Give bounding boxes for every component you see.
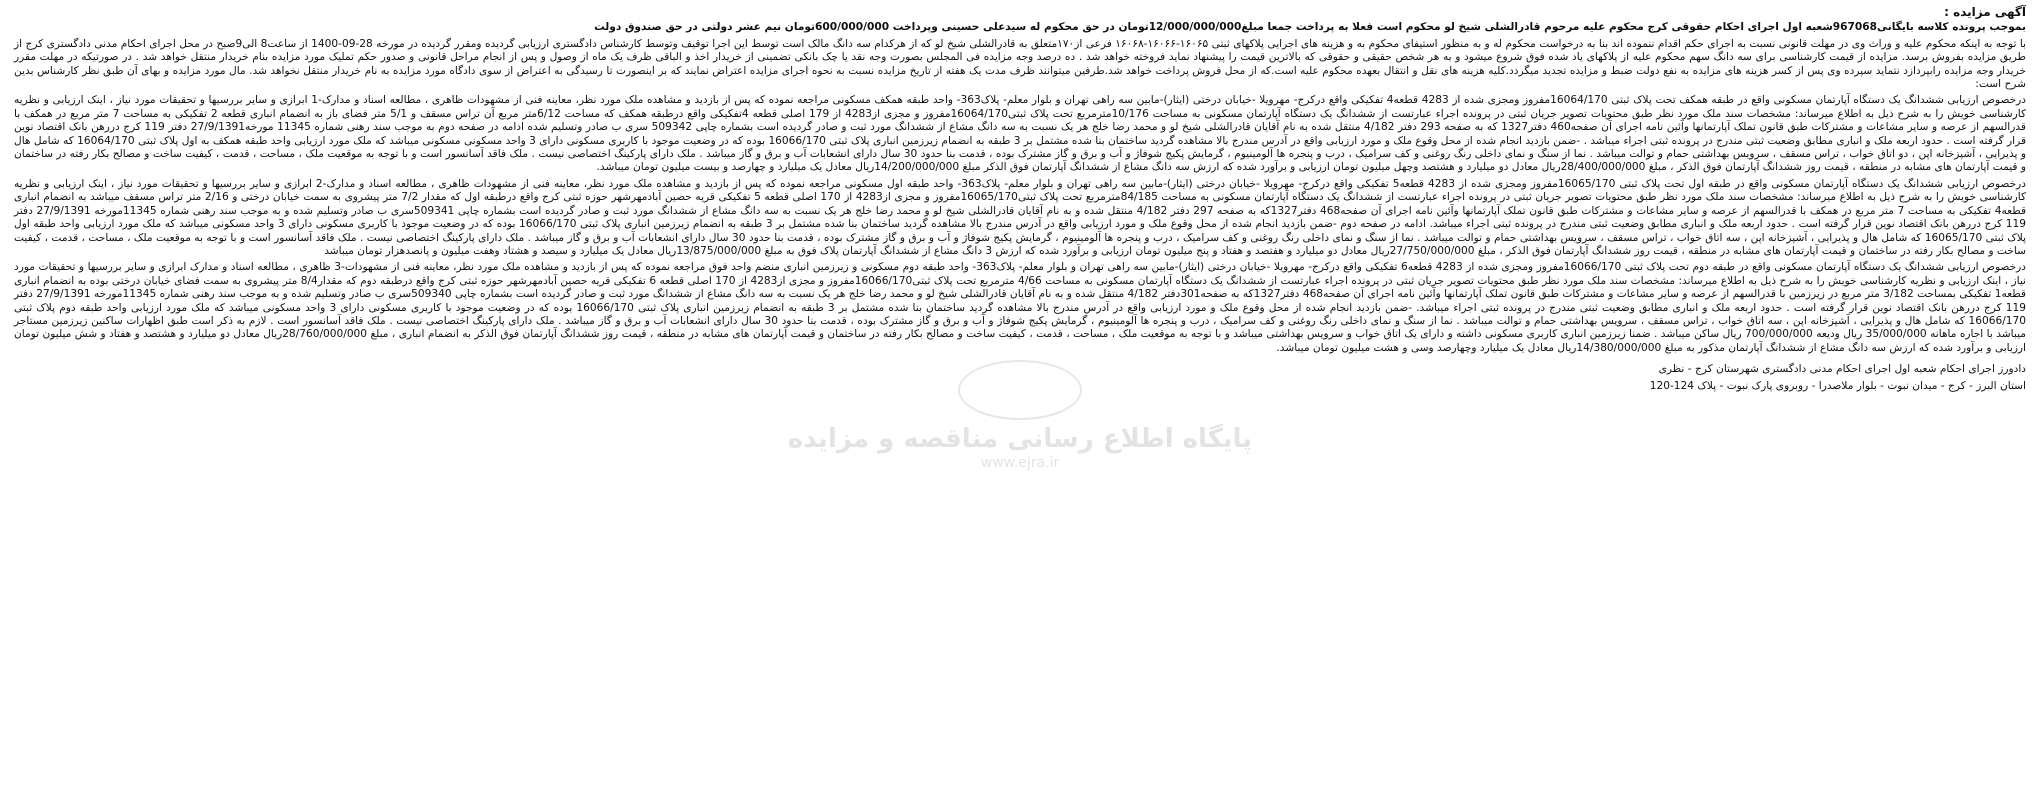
signature-line: دادورز اجرای احکام شعبه اول اجرای احکام مدنی دادگستری شهرستان کرج - نظری <box>1658 363 2026 376</box>
watermark-title: پایگاه اطلاع رسانی مناقصه و مزایده <box>787 424 1253 455</box>
notice-content <box>14 6 2026 393</box>
property-item-2: درخصوص ارزیابی ششدانگ یک دستگاه آپارتمان مسکونی واقع در طبقه اول تحت پلاک ثبتی 16065/170مفروز ومجزی شده از 4283 قطعه5 تفکیکی واقع درکرج- مهرویلا -خیابان درختی (ایثار)-مابین سه راهی تهران و بلوار معلم- پلاک363- واحد طبقه اول مسکونی مراجعه نموده که پس از بازدید و مشاهده ملک مورد نظر، معاینه فنی از مشهودات ظاهری ، مطالعه اسناد و مدارک-2 ابرازی و سایر بررسیها و تحقیقات مورد نیاز ، اینک ارزیابی و نظریه کارشناسی خویش را به شرح ذیل به اطلاع میرساند: مشخصات سند ملک مورد نظر طبق محتویات تصویر جریان ثبتی در پرونده اجراء عبارتست از ششدانگ یک دستگاه آپارتمان مسکونی به مساحت 84/185مترمربع تحت پلاک ثبتی16065/170مفروز و مجزی از4283 از 170 اصلی قطعه 5 تفکیکی قریه حصین آبادمهرشهر حوزه ثبتی کرج واقع درطبقه اول که مقدار 7/2 متر پیشروی به سمت خیابان درختی و 2/16 متر تراس مسقف میباشد به انضمام انباری قطعه4 تفکیکی به مساحت 7 متر مربع در همکف با قدرالسهم از عرصه و سایر مشاعات و مشترکات طبق قانون تملک آپارتمانها وآئین نامه اجرای آن صفحه468 دفتر1327که به صفحه 297 دفتر 4/182 منتقل شده و به نام آقایان قادرالشلی شیخ لو و محمد رضا خلج هر یک نسبت به سه دانگ مشاع از ششدانگ مورد ثبت و صادر گردیده است بشماره چاپی 509341سری ب صادر وتسلیم شده و به موجب سند رهنی شماره 11345مورخه 27/9/1391 دفتر 119 کرج دررهن بانک اقتصاد نوین قرار گرفته است . حدود اربعه ملک و انباری مطابق وضعیت ثبتی مندرج در پرونده ثبتی اجراء میباشد. ادامه در صفحه دوم -ضمن بازدید انجام شده از محل وقوع ملک و مورد ارزیابی واقع در آدرس مندرج بالا مشاهده گردید ساختمان بنا شده مشتمل بر 3 طبقه به انضمام زیرزمین انباری پلاک ثبتی 16066/170 بوده که در وضعیت موجود با کاربری مسکونی دارای 3 واحد مسکونی میباشد که ملک مورد ارزیابی واحد طبقه اول پلاک ثبتی 16065/170 که شامل هال و پذیرایی ، آشپزخانه اپن ، سه اتاق خواب ، تراس مسقف ، سرویس بهداشتی حمام و توالت میباشد . نما از سنگ و نمای داخلی رنگ روغنی و کف سرامیک ، درب و پنجره ها آلومینیوم ، گرمایش پکیج شوفاژ و آب و برق و گاز مشترک بوده ، قدمت بنا حدود 30 سال دارای انشعابات آب و برق و گاز میباشد . ملک دارای پارکینگ اختصاصی نیست . ملک فاقد آسانسور است و با توجه به موقعیت ملک ، مساحت ، قدمت ، کیفیت ساخت و مصالح بکار رفته در ساختمان و قیمت آپارتمان های مشابه در منطقه ، قیمت روز ششدانگ آپارتمان فوق الذکر ، مبلغ 27/750/000/000ریال معادل دو میلیارد و هفتصد و هفتاد و پنج میلیون تومان ارزیابی و برآورد شده که ارزش 3 دانگ مشاع از ششدانگ آپارتمان پلاک فوق به مبلغ 13/875/000/000ریال معادل یک میلیارد و سیصد و هشتاد وهفت میلیون و پانصدهزار تومان میباشد <box>14 177 2027 257</box>
property-item-1: درخصوص ارزیابی ششدانگ یک دستگاه آپارتمان مسکونی واقع در طبقه همکف تحت پلاک ثبتی 16064/170مفروز ومجزی شده از 4283 قطعه4 تفکیکی واقع درکرج- مهرویلا -خیابان درختی (ایثار)-مابین سه راهی تهران و بلوار معلم- پلاک363- واحد طبقه همکف مسکونی مراجعه نموده که پس از بازدید و مشاهده ملک مورد نظر، معاینه فنی از مشهودات ظاهری ، مطالعه اسناد و مدارک-1 ابرازی و سایر بررسیها و تحقیقات مورد نیاز ، اینک ارزیابی و نظریه کارشناسی خویش را به شرح ذیل به اطلاع میرساند: مشخصات سند ملک مورد نظر طبق محتویات تصویر جریان ثبتی در پرونده اجراء عبارتست از ششدانگ یک دستگاه آپارتمان مسکونی به مساحت 10/176مترمربع تحت پلاک ثبتی16064/170مفروز و مجزی از4283 از 179 اصلی قطعه 4تفکیکی واقع درطبقه همکف که مساحت 6/12متر مربع آن تراس مسقف و 5/1 متر فضای باز به انضمام انباری قطعه 2 تفکیکی به مساحت 7 متر مربع در همکف با قدرالسهم از عرصه و سایر مشاعات و مشترکات طبق قانون تملک آپارتمانها وآئین نامه اجرای آن صفحه460 دفتر1327 که به صفحه 293 دفتر 4/182 منتقل شده به نام آقایان قادرالشلی شیخ لو و محمد رضا خلج هر یک نسبت به سه دانگ مشاع از ششدانگ مورد ثبت و صادر گردیده است بشماره چاپی 509342 سری ب صادر وتسلیم شده ادامه در صفحه دوم به موجب سند رهنی شماره 11345 مورخه27/9/1391 دفتر 119 کرج دررهن بانک اقتصاد نوین قرار گرفته است . حدود اربعه ملک و انباری مطابق وضعیت ثبتی مندرج در پرونده ثبتی اجراء میباشد . -ضمن بازدید انجام شده از محل وقوع ملک و مورد ارزیابی واقع در آدرس مندرج بالا مشاهده گردید ساختمان بنا شده مشتمل بر 3 طبقه به انضمام زیرزمین انباری پلاک ثبتی 16066/170 بوده که در وضعیت موجود با کاربری مسکونی دارای 3 واحد مسکونی مسکونی میباشد که ملک مورد ارزیابی واحد طبقه همکف به اول پلاک ثبتی 16064/170 که شامل هال و پذیرایی ، آشپزخانه اپن ، دو اتاق خواب ، تراس مسقف ، سرویس بهداشتی حمام و توالت میباشد . نما از سنگ و نمای داخلی رنگ روغنی و کف سرامیک ، درب و پنجره ها آلومینیوم ، گرمایش پکیج شوفاژ و آب و برق و گاز مشترک بوده ، قدمت بنا حدود 30 سال دارای انشعابات آب و برق و گاز میباشد . ملک دارای پارکینگ اختصاصی نیست . ملک فاقد آسانسور است و با توجه به موقعیت ملک ، مساحت ، قدمت ، کیفیت ساخت و مصالح بکار رفته در ساختمان و قیمت آپارتمان های مشابه در منطقه ، قیمت روز ششدانگ آپارتمان فوق الذکر ، مبلغ 28/400/000/000ریال معادل دو میلیارد و هشتصد وچهل میلیون تومان ارزیابی و برآورد شده که ارزش سه دانگ مشاع از ششدانگ آپارتمان فوق الذکر مبلغ 14/200/000/000ریال معادل یک میلیارد و چهارصد و بیست میلیون تومان میباشد. <box>14 94 2027 174</box>
notice-title: آگهی مزایده : <box>1944 5 2026 19</box>
property-item-3: درخصوص ارزیابی ششدانگ یک دستگاه آپارتمان مسکونی واقع در طبقه دوم تحت پلاک ثبتی 16066/170مفروز ومجزی شده از 4283 قطعه6 تفکیکی واقع درکرج- مهرویلا -خیابان درختی (ایثار)-مابین سه راهی تهران و بلوار معلم- پلاک363- واحد طبقه دوم مسکونی و زیرزمین انباری منضم واحد فوق مراجعه نموده که پس از بازدید و مشاهده ملک مورد نظر، معاینه فنی از مشهودات-3 ظاهری ، مطالعه اسناد و مدارک ابرازی و سایر بررسیها و تحقیقات مورد نیاز ، اینک ارزیابی و نظریه کارشناسی خویش را به شرح ذیل به اطلاع میرساند: مشخصات سند ملک مورد نظر طبق محتویات تصویر جریان ثبتی در پرونده اجراء عبارتست از ششدانگ یک دستگاه آپارتمان مسکونی به مساحت 4/66 مترمربع تحت پلاک ثبتی16066/170مفروز و مجزی از4283 از 170 اصلی قطعه 6 تفکیکی قریه حصین آبادمهرشهر حوزه ثبتی کرج واقع درطبقه دوم که مقدار8/4 متر پیشروی به سمت فضای خیابان درختی بوده به انضمام انباری قطعه1 تفکیکی بمساحت 3/182 متر مربع در زیرزمین با قدرالسهم از عرصه و سایر مشاعات و مشترکات طبق قانون تملک آپارتمانها وآئین نامه اجرای آن صفحه468 دفتر1327که به صفحه301دفتر 4/182 منتقل شده و به نام آقایان قادرالشلی شیخ لو و محمد رضا خلج هر یک نسبت به سه دانگ مشاع از ششدانگ مورد ثبت و صادر گردیده است بشماره چاپی 509340سری ب صادر وتسلیم شده و به موجب سند رهنی شماره 11345مورخه 27/9/1391 دفتر 119 کرج دررهن بانک اقتصاد نوین قرار گرفته است . حدود اربعه ملک و انباری مطابق وضعیت ثبتی مندرج در پرونده ثبتی اجراء میباشد. -ضمن بازدید انجام شده از محل وقوع ملک و مورد ارزیابی واقع در آدرس مندرج بالا مشاهده گردید ساختمان بنا شده مشتمل بر 3 طبقه به انضمام زیرزمین انباری پلاک ثبتی 16066/170 بوده که در وضعیت موجود با کاربری مسکونی دارای 3 واحد مسکونی میباشد که ملک مورد ارزیابی واحد طبقه دوم پلاک ثبتی 16066/170 که شامل هال و پذیرایی ، آشپزخانه اپن ، سه اتاق خواب ، تراس مسقف ، سرویس بهداشتی حمام و توالت میباشد . نما از سنگ و نمای داخلی رنگ روغنی و کف سرامیک ، درب و پنجره ها آلومینیوم ، گرمایش پکیج شوفاژ و آب و برق و گاز مشترک بوده ، قدمت بنا حدود 30 سال دارای انشعابات آب و برق و گاز میباشد . ملک دارای پارکینگ اختصاصی نیست . ملک فاقد آسانسور است . لازم به ذکر است طبق اظهارات ساکنین زیرزمین مستاجر میباشد با اجاره ماهانه 35/000/000 ریال ودیعه 700/000/000 ریال ساکن میباشد . ضمنا زیرزمین انباری کاربری مسکونی داشته و دارای یک اتاق خواب و سرویس بهداشتی میباشد و با توجه به موقعیت ملک ، مساحت ، قدمت ، کیفیت ساخت و مصالح بکار رفته در ساختمان و قیمت آپارتمان های مشابه در منطقه ، قیمت روز ششدانگ آپارتمان فوق الذکر به انضمام انباری ، مبلغ 28/760/000/000ریال معادل دو میلیارد و هشتصد و هفتاد و شش میلیون تومان ارزیابی و برآورد شده که ارزش سه دانگ مشاع از ششدانگ آپارتمان مذکور به مبلغ 14/380/000/000ریال معادل یک میلیارد وچهارصد وسی و هشت میلیون تومان میباشد. <box>14 261 2027 354</box>
address-line: استان البرز - کرج - میدان نبوت - بلوار ملاصدرا - روبروی پارک نبوت - پلاک 124-120 <box>1649 379 2026 392</box>
auction-terms-paragraph: با توجه به اینکه محکوم علیه و وراث وی در مهلت قانونی نسبت به اجرای حکم اقدام ننموده اند بنا به درخواست محکوم له و به منظور استیفای محکوم به و هزینه های اجرایی پلاکهای ثبتی ۱۶۰۶۵-۱۶۰۶۶-۱۶۰۶۸ فرعی از۱۷۰متعلق به قادرالشلی شیخ لو که از هرکدام سه دانگ مالک است توسط این اجرا توقیف وتوسط کارشناس دادگستری ارزیابی گردیده ومقرر گردیده در مورخه 28-09-1400 از ساعت8 الی9صبح در محل اجرای احکام مدنی دادگستری کرج از طریق مزایده بفروش برسد. مزایده از قیمت کارشناسی برای سه دانگ سهم محکوم علیه از پلاکهای یاد شده فوق شروع میشود و به هر شخص حقیقی و حقوقی که بالاترین قیمت را پیشنهاد نماید فروخته خواهد شد . ده درصد وجه مزایده فی المجلس بصورت وجه نقد یا چک بانکی تضمینی از خریدار اخذ و الباقی ظرف یک ماه از وصول و پس از انجام مراحل قانونی و صدور حکم تملیک مورد مزایده بنام خریدار منتقل خواهد شد . در صورتیکه در مهلت مقرر خریدار وجه مزایده رابپردازد نتماید سپرده وی پس از کسر هزینه های مزایده به نفع دولت ضبط و مزایده تجدید میگردد.کلیه هزینه های نقل و انتقال بعهده محکوم علیه است.که از محل فروش پرداخت خواهد شد.طرفین میتوانند ظرف مدت یک هفته از تاریخ مزایده نسبت به نحوه اجرای مزایده اعتراض نمایند که بر اینصورت تا رسیدگی به اعتراض از سوی دادگاه مورد مزایده به نام خریدار منتقل نخواهد شد. مال مورد مزایده و بهای آن طبق نظر کارشناس بدین شرح است: <box>14 37 2027 91</box>
notice-intro: بموجب پرونده کلاسه بایگانی967068شعبه اول اجرای احکام حقوقی کرج محکوم علیه مرحوم قادرالشلی شیخ لو محکوم است فعلا به پرداخت جمعا مبلغ12/000/000/000تومان در حق محکوم له سیدعلی حسینی وپرداخت 600/000/000تومان نیم عشر دولتی در حق صندوق دولت <box>594 21 2026 34</box>
watermark-url: www.ejra.ir <box>980 455 1060 472</box>
